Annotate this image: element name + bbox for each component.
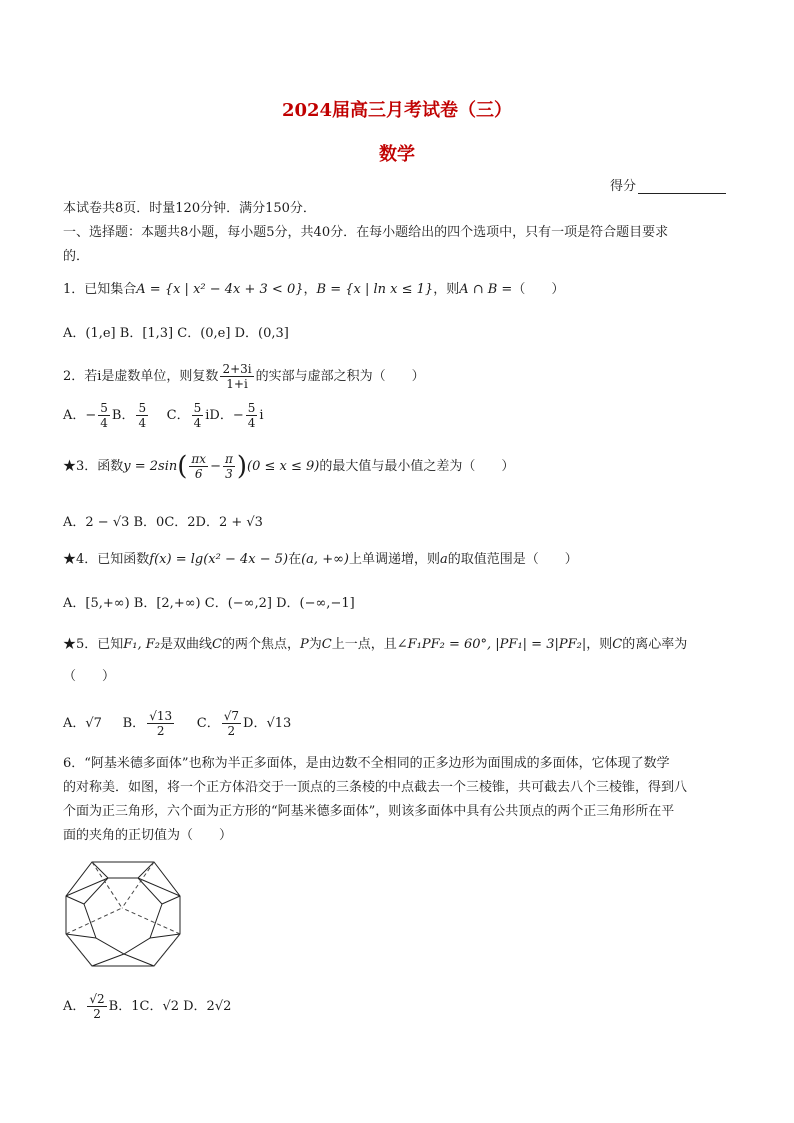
q1-expr: A ∩ B = [459, 282, 513, 297]
question-6-line1: 6．“阿基米德多面体”也称为半正多面体，是由边数不全相同的正多边形为面围成的多面体，它体现了数学 [63, 756, 670, 771]
frac-den: 4 [247, 416, 256, 430]
question-3-stem [63, 452, 514, 481]
frac-den: 4 [138, 416, 147, 430]
q2-opt-d-frac [246, 401, 258, 430]
question-6-line4: 面的夹角的正切值为（ ） [63, 828, 233, 843]
q2-opt-b: B． [111, 408, 135, 423]
q5-opt-b-frac [147, 709, 174, 738]
q2-text-b: 的实部与虚部之积为（ ） [255, 369, 425, 384]
section1-heading-line1: 一、选择题：本题共8小题，每小题5分，共40分．在每小题给出的四个选项中，只有一项是符合题目要求 [63, 225, 669, 240]
q5-text-a: ★5．已知 [63, 637, 124, 652]
q5-opt-c-frac [222, 709, 241, 738]
frac-num: √13 [149, 709, 173, 723]
q5-curve: C [612, 637, 623, 652]
q5-opt-c: C． [196, 716, 220, 731]
q6-opt-rest: B．1C．√2 D．2√2 [108, 999, 232, 1014]
frac-den: 4 [100, 416, 108, 430]
question-4-stem [63, 549, 578, 571]
exam-info: 本试卷共8页．时量120分钟．满分150分． [63, 201, 316, 216]
q5-opt-a: A．√7 [63, 716, 102, 731]
question-5-options [63, 709, 291, 738]
q5-foci: F₁, F₂ [123, 637, 161, 652]
q4-text-c: 上单调递增，则 [349, 552, 441, 567]
q2-opt-d: D．− [209, 408, 244, 423]
frac-den: 3 [225, 467, 233, 481]
frac-num: √7 [223, 709, 240, 723]
question-5-stem [63, 634, 687, 656]
q3-func: y = 2sin [123, 459, 178, 474]
q2-text-a: 2．若i是虚数单位，则复数 [63, 369, 219, 384]
archimedean-polyhedron-figure [62, 858, 184, 970]
q2-fraction [220, 362, 253, 391]
q5-text-c: 的两个焦点， [221, 637, 300, 652]
q2-frac-den: 1+i [226, 377, 248, 391]
q4-interval: (a, +∞) [301, 552, 349, 567]
score-field [610, 175, 726, 194]
question-2-stem [63, 362, 425, 391]
q1-text-a: 1．已知集合 [63, 282, 137, 297]
q6-opt-a-frac [87, 992, 106, 1021]
q5-point: P [300, 637, 309, 652]
frac-num: 5 [100, 401, 108, 415]
q2-frac-num: 2+3i [222, 362, 252, 376]
frac-den: 2 [93, 1007, 101, 1021]
q5-text-d: 为 [308, 637, 322, 652]
q5-text-e: 上一点，且 [331, 637, 397, 652]
q2-i: i [259, 408, 264, 423]
exam-title: 2024届高三月考试卷（三） [281, 100, 513, 121]
frac-den: 2 [227, 724, 236, 738]
q3-text-b: 的最大值与最小值之差为（ ） [319, 459, 515, 474]
question-2-options [63, 401, 264, 430]
frac-num: π [224, 452, 233, 466]
q5-opt-b: B． [122, 716, 146, 731]
q5-text-f: ，则 [586, 637, 613, 652]
frac-num: 5 [247, 401, 256, 415]
q5-text-g: 的离心率为 [622, 637, 688, 652]
question-6-options [63, 992, 231, 1021]
question-6-line2: 的对称美．如图，将一个正方体沿交于一顶点的三条棱的中点截去一个三棱锥，共可截去八个三棱锥，得到八 [63, 780, 688, 795]
q1-paren: （ ） [512, 282, 565, 297]
q2-opt-a: A．− [63, 408, 97, 423]
q1-set-b: B = {x | ln x ≤ 1} [316, 282, 434, 297]
q1-sep: ， [303, 282, 317, 297]
q3-rparen: ) [236, 451, 248, 482]
q2-opt-c: C． [166, 408, 190, 423]
q3-domain: (0 ≤ x ≤ 9) [247, 459, 320, 474]
q2-opt-a-frac [98, 401, 110, 430]
score-blank [638, 179, 726, 194]
frac-num: √2 [89, 992, 105, 1006]
question-1-stem [63, 279, 564, 301]
q4-text-b: 在 [288, 552, 302, 567]
q3-text-a: ★3．函数 [63, 459, 124, 474]
question-6-line3: 个面为正三角形，六个面为正方形的“阿基米德多面体”，则该多面体中具有公共顶点的两个正三角形所在平 [63, 804, 675, 819]
q2-opt-b-frac [136, 401, 148, 430]
q5-condition: ∠F₁PF₂ = 60°, |PF₁| = 3|PF₂| [396, 637, 587, 652]
q4-func: f(x) = lg(x² − 4x − 5) [149, 552, 289, 567]
q1-text-b: ，则 [433, 282, 460, 297]
q5-curve: C [321, 637, 332, 652]
q2-i: i [205, 408, 210, 423]
q3-frac2 [223, 452, 235, 481]
q4-text-a: ★4．已知函数 [63, 552, 150, 567]
q2-opt-c-frac [192, 401, 204, 430]
question-5-paren: （ ） [63, 669, 116, 684]
question-4-options: A．[5,+∞) B．[2,+∞) C．(−∞,2] D．(−∞,−1] [63, 596, 355, 611]
q4-var: a [440, 552, 448, 567]
q5-text-b: 是双曲线 [160, 637, 213, 652]
question-3-options: A．2 − √3 B．0C．2D．2 + √3 [63, 515, 263, 530]
q5-curve: C [212, 637, 222, 652]
q4-text-d: 的取值范围是（ ） [447, 552, 578, 567]
frac-den: 6 [194, 467, 203, 481]
exam-subject: 数学 [379, 144, 415, 165]
q1-set-a: A = {x | x² − 4x + 3 < 0} [136, 282, 304, 297]
q5-opt-d: D．√13 [243, 716, 292, 731]
q3-frac1 [189, 452, 208, 481]
frac-den: 2 [156, 724, 165, 738]
frac-num: 5 [193, 401, 202, 415]
section1-heading-line2: 的． [63, 249, 90, 264]
q3-minus: − [210, 459, 221, 474]
q3-lparen: ( [177, 451, 188, 482]
frac-num: πx [191, 452, 207, 466]
front-face [84, 878, 162, 954]
score-label: 得分 [610, 179, 637, 194]
frac-num: 5 [138, 401, 147, 415]
question-1-options: A．(1,e] B．[1,3] C．(0,e] D．(0,3] [63, 326, 289, 341]
q6-opt-a: A． [63, 999, 86, 1014]
frac-den: 4 [193, 416, 202, 430]
